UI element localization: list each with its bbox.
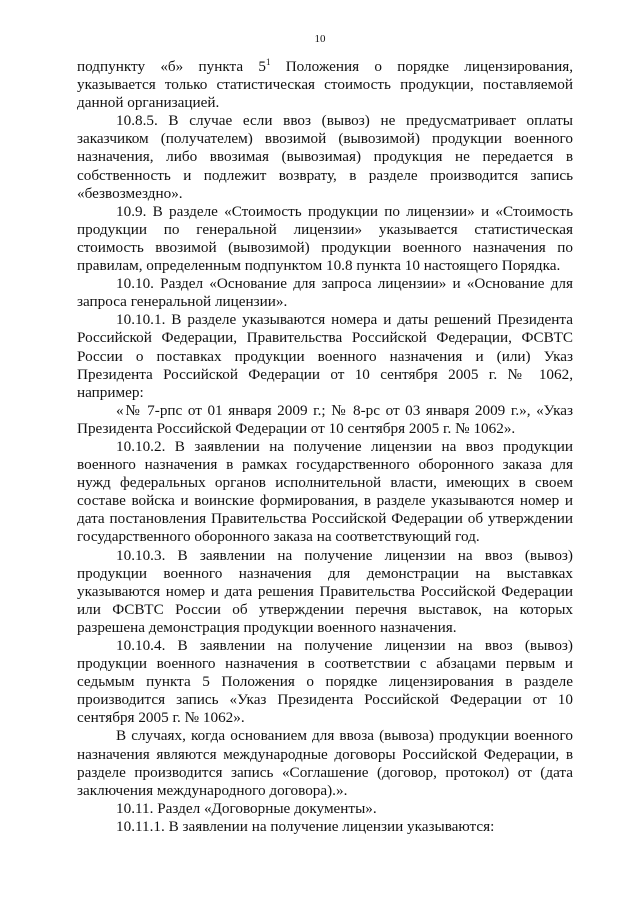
paragraph-0 <box>77 58 573 112</box>
page-number: 10 <box>314 33 326 45</box>
superscript: 1 <box>265 56 271 67</box>
paragraph-4: 10.10.1. В разделе указываются номера и даты решений Президента Российской Федерации, Правительства Российской Федерации, ФСВТС России о поставках продукции военного назначения и (или) Указ Президента Российской Федерации от 10 сентября 2005 г. № 1062, например: <box>77 311 573 401</box>
document-body <box>77 58 573 836</box>
paragraph-8: 10.10.4. В заявлении на получение лицензии на ввоз (вывоз) продукции военного назначения в соответствии с абзацами первым и седьмым пункта 5 Положения о порядке лицензирования в разделе производится запись «Указ Президента Российской Федерации от 10 сентября 2005 г. № 1062». <box>77 637 573 727</box>
paragraph-11: 10.11.1. В заявлении на получение лицензии указываются: <box>116 817 495 835</box>
paragraph-text: подпункту «б» пункта 5 <box>77 58 266 75</box>
paragraph-text-tail: Положения о порядке лицензирования, указывается только статистическая стоимость продукции, поставляемой данной организацией. <box>77 58 574 112</box>
paragraph-9: В случаях, когда основанием для ввоза (вывоза) продукции военного назначения являются международные договоры Российской Федерации, в разделе производится запись «Соглашение (договор, протокол) от (дата заключения международного договора).». <box>77 727 573 799</box>
paragraph-6: 10.10.2. В заявлении на получение лицензии на ввоз продукции военного назначения в рамках государственного оборонного заказа для нужд федеральных органов исполнительной власти, имеющих в своем составе войска и воинские формирования, в разделе указываются номер и дата постановления Правительства Российской Федерации об утверждении государственного оборонного заказа на соответствующий год. <box>77 437 573 546</box>
paragraph-7: 10.10.3. В заявлении на получение лицензии на ввоз (вывоз) продукции военного назначения для демонстрации на выставках указываются номер и дата решения Правительства Российской Федерации или ФСВТС России об утверждении перечня выставок, на которых разрешена демонстрация продукции военного назначения. <box>77 546 573 636</box>
paragraph-3: 10.10. Раздел «Основание для запроса лицензии» и «Основание для запроса генеральной лицензии». <box>77 275 573 311</box>
paragraph-1: 10.8.5. В случае если ввоз (вывоз) не предусматривает оплаты заказчиком (получателем) ввозимой (вывозимой) продукции военного назначения, либо ввозимая (вывозимая) продукция не передается в собственность и подлежит возврату, в разделе производится запись «безвозмездно». <box>77 112 573 202</box>
paragraph-5: «№ 7-рпс от 01 января 2009 г.; № 8-рс от 03 января 2009 г.», «Указ Президента Российской Федерации от 10 сентября 2005 г. № 1062». <box>77 401 573 437</box>
paragraph-10: 10.11. Раздел «Договорные документы». <box>116 799 377 817</box>
paragraph-2: 10.9. В разделе «Стоимость продукции по лицензии» и «Стоимость продукции по генеральной лицензии» указывается статистическая стоимость ввозимой (вывозимой) продукции военного назначения по правилам, определенным подпунктом 10.8 пункта 10 настоящего Порядка. <box>77 202 573 275</box>
